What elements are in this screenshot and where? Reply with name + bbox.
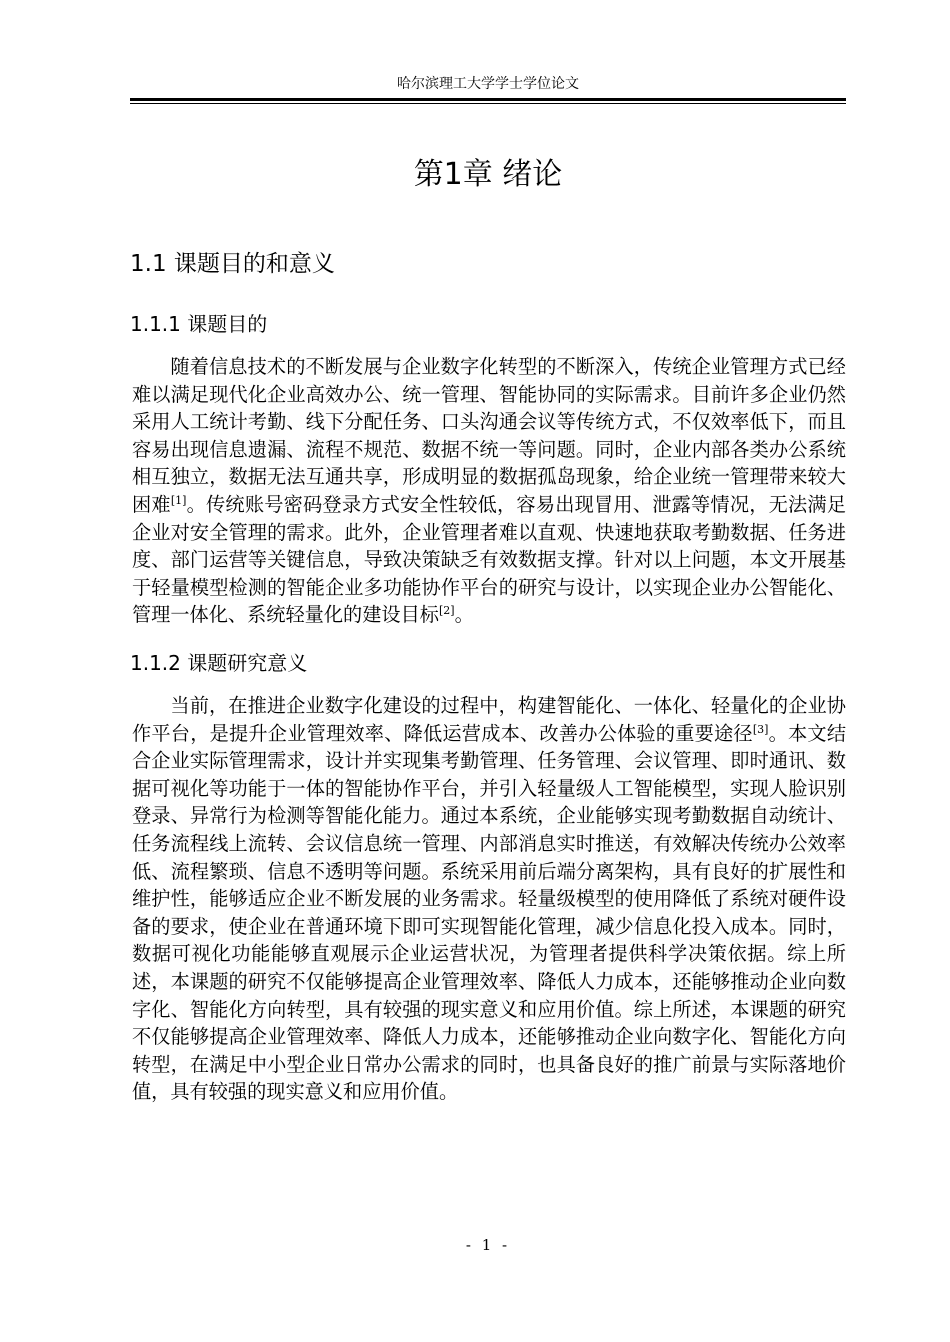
paragraph-purpose-text-c: 。 (454, 603, 474, 627)
citation-2: [2] (439, 604, 455, 618)
citation-3: [3] (752, 722, 769, 736)
section-heading-1-1-2: 1.1.2 课题研究意义 (130, 651, 308, 675)
paragraph-purpose-text-a: 随着信息技术的不断发展与企业数字化转型的不断深入，传统企业管理方式已经难以满足现代化企业高效办公、统一管理、智能协同的实际需求。目前许多企业仍然采用人工统计考勤、线下分配任务、口头沟通会议等传统方式，不仅效率低下，而且容易出现信息遗漏、流程不规范、数据不统一等问题。同时，企业内部各类办公系统相互独立，数据无法互通共享，形成明显的数据孤岛现象，给企业统一管理带来较大困难 (132, 355, 846, 516)
paragraph-purpose-text-b: 。传统账号密码登录方式安全性较低，容易出现冒用、泄露等情况，无法满足企业对安全管理的需求。此外，企业管理者难以直观、快速地获取考勤数据、任务进度、部门运营等关键信息，导致决策缺乏有效数据支撑。针对以上问题，本文开展基于轻量模型检测的智能企业多功能协作平台的研究与设计，以实现企业办公智能化、管理一体化、系统轻量化的建设目标 (132, 492, 847, 627)
running-header: 哈尔滨理工大学学士学位论文 (397, 76, 579, 92)
page-number: - 1 - (465, 1236, 511, 1254)
paragraph-significance (132, 692, 846, 1106)
chapter-title: 第1章 绪论 (413, 157, 563, 192)
header-rule (130, 98, 846, 104)
citation-1: [1] (170, 493, 187, 507)
paragraph-significance-text-b: 。本文结合企业实际管理需求，设计并实现集考勤管理、任务管理、会议管理、即时通讯、数据可视化等功能于一体的智能协作平台，并引入轻量级人工智能模型，实现人脸识别登录、异常行为检测等智能化能力。通过本系统，企业能够实现考勤数据自动统计、任务流程线上流转、会议信息统一管理、内部消息实时推送，有效解决传统办公效率低、流程繁琐、信息不透明等问题。系统采用前后端分离架构，具有良好的扩展性和维护性，能够适应企业不断发展的业务需求。轻量级模型的使用降低了系统对硬件设备的要求，使企业在普通环境下即可实现智能化管理，减少信息化投入成本。同时，数据可视化功能能够直观展示企业运营状况，为管理者提供科学决策依据。综上所述，本课题的研究不仅能够提高企业管理效率、降低人力成本，还能够推动企业向数字化、智能化方向转型，具有较强的现实意义和应用价值。综上所述，本课题的研究不仅能够提高企业管理效率、降低人力成本，还能够推动企业向数字化、智能化方向转型，在满足中小型企业日常办公需求的同时，也具备良好的推广前景与实际落地价值，具有较强的现实意义和应用价值。 (132, 721, 847, 1104)
section-heading-1-1-1: 1.1.1 课题目的 (130, 312, 268, 336)
paragraph-significance-text-a: 当前，在推进企业数字化建设的过程中，构建智能化、一体化、轻量化的企业协作平台，是提升企业管理效率、降低运营成本、改善办公体验的重要途径 (132, 694, 846, 745)
section-heading-1-1: 1.1 课题目的和意义 (130, 251, 335, 277)
paragraph-purpose (132, 353, 846, 629)
